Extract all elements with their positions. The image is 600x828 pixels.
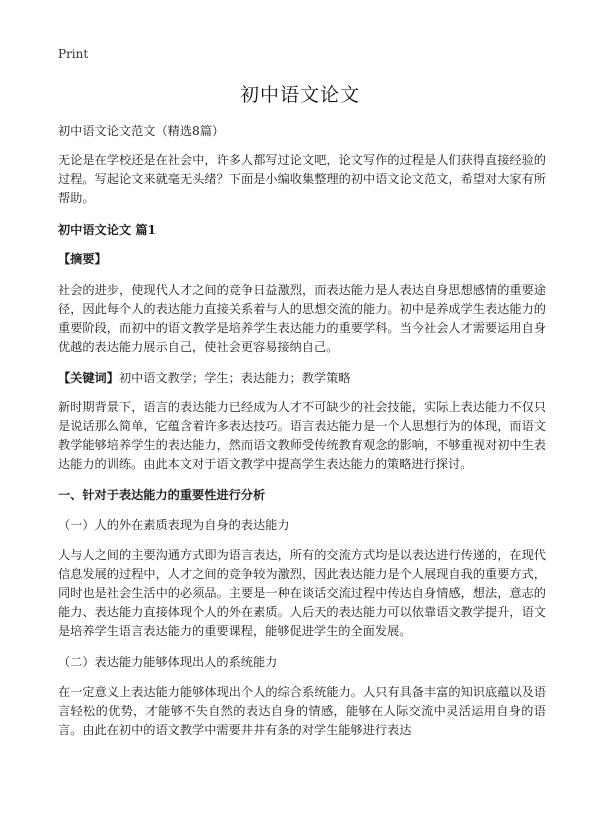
document-title: 初中语文论文 — [239, 84, 360, 106]
article-heading: 初中语文论文 篇1 — [58, 223, 157, 237]
document-body — [58, 122, 546, 752]
subsection-1-heading: （一）人的外在素质表现为自身的表达能力 — [58, 518, 290, 532]
print-label[interactable]: Print — [58, 47, 89, 61]
keywords-text: 初中语文教学；学生；表达能力；教学策略 — [118, 371, 351, 385]
abstract-paragraph: 社会的进步，使现代人才之间的竞争日益激烈，而表达能力是人表达自身思想感情的重要途径，因此每个人的表达能力直接关系着与人的思想交流的能力。初中是养成学生表达能力的重要阶段，而初中的语文教学是培养学生表达能力的重要学科。当今社会人才需要运用自身优越的表达能力展示自己，使社会更容易接纳自己。 — [58, 283, 546, 354]
background-paragraph: 新时期背景下，语言的表达能力已经成为人才不可缺少的社会技能，实际上表达能力不仅只是说话那么简单，它蕴含着许多表达技巧。语言表达能力是一个人思想行为的体现，而语文教学能够培养学生的表达能力，然而语文教师受传统教育观念的影响，不够重视对初中生表达能力的训练。由此本文对于语文教学中提高学生表达能力的策略进行探讨。 — [58, 400, 546, 471]
keywords-row — [58, 369, 546, 388]
document-subtitle: 初中语文论文范文（精选8篇） — [58, 124, 225, 138]
abstract-label: 【摘要】 — [58, 252, 107, 266]
subsection-2-heading: （二）表达能力能够体现出人的系统能力 — [58, 655, 278, 669]
keywords-label: 【关键词】 — [58, 371, 119, 385]
section-1-heading: 一、针对于表达能力的重要性进行分析 — [58, 488, 266, 502]
subsection-2-paragraph: 在一定意义上表达能力能够体现出个人的综合系统能力。人只有具备丰富的知识底蕴以及语言轻松的优势，才能够不失自然的表达自身的情感，能够在人际交流中灵活运用自身的语言。由此在初中的语文教学中需要井井有条的对学生能够进行表达 — [58, 685, 546, 737]
intro-paragraph: 无论是在学校还是在社会中，许多人都写过论文吧，论文写作的过程是人们获得直接经验的过程。写起论文来就毫无头绪？下面是小编收集整理的初中语文论文范文，希望对大家有所帮助。 — [58, 153, 546, 205]
subsection-1-paragraph: 人与人之间的主要沟通方式即为语言表达，所有的交流方式均是以表达进行传递的，在现代信息发展的过程中，人才之间的竞争较为激烈，因此表达能力是个人展现自我的重要方式，同时也是社会生活中的必须品。主要是一种在谈话交流过程中传达自身情感，想法，意志的能力、表达能力直接体现个人的外在素质。人后天的表达能力可以依靠语文教学提升，语文是培养学生语言表达能力的重要课程，能够促进学生的全面发展。 — [58, 548, 546, 638]
